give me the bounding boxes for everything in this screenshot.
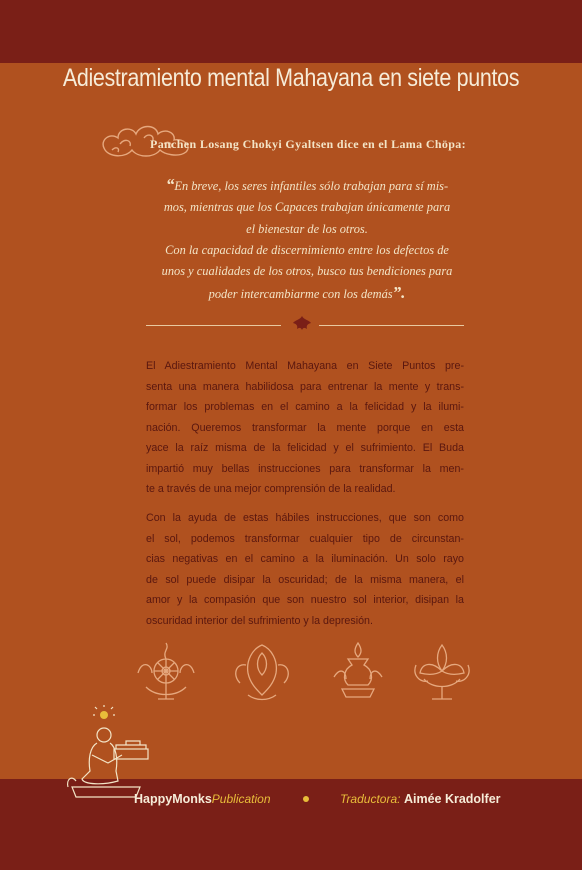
treasure-vase-icon — [334, 643, 382, 697]
translator-name: Aimée Kradolfer — [403, 792, 501, 806]
quote-line: unos y cualidades de los otros, busco tus bendiciones para — [161, 264, 453, 279]
close-quote-mark: ”. — [392, 283, 406, 303]
quote-line — [148, 174, 466, 197]
paragraph-line: senta una manera habilidosa para entrenar la mente y trans- — [146, 380, 464, 393]
leaf-divider-icon — [292, 315, 312, 331]
translator-credit — [340, 792, 501, 806]
paragraph-2 — [146, 508, 464, 631]
publisher-name — [134, 792, 271, 806]
auspicious-symbols-row — [130, 638, 470, 704]
quote-line: el bienestar de los otros. — [246, 221, 368, 236]
quote-attribution: Panchen Losang Chokyi Gyaltsen dice en el Lama Chöpa: — [150, 137, 466, 151]
paragraph-line: oscuridad interior del sufrimiento y la depresión. — [146, 614, 373, 627]
separator-dot — [303, 796, 309, 802]
paragraph-line: el sol, podemos transformar cualquier tipo de circunstan- — [146, 532, 464, 545]
paragraph-line: cias negativas en el camino a la iluminación. Un solo rayo — [146, 553, 464, 565]
paragraph-line: yace la raíz misma de la felicidad y el sufrimiento. El Buda — [146, 442, 464, 454]
divider-line-left — [146, 325, 281, 326]
quote-block — [148, 174, 466, 306]
quote-line: Con la capacidad de discernimiento entre los defectos de — [165, 242, 449, 257]
paragraph-line: El Adiestramiento Mental Mahayana en Siete Puntos pre- — [146, 360, 464, 372]
divider-line-right — [319, 325, 464, 326]
quote-line-text: poder intercambiarme con los demás — [208, 287, 393, 302]
paragraph-1 — [146, 356, 464, 500]
paragraph-line: amor y la compasión que son nuestro sol interior, disipan la — [146, 594, 464, 606]
lotus-symbol-icon — [415, 645, 469, 699]
paragraph-line: de sol puede disipar la oscuridad; de la misma manera, el — [146, 573, 464, 586]
publisher-name-italic: Publication — [211, 792, 271, 806]
paragraph-line: formar los problemas en el camino a la felicidad y la ilumi- — [146, 401, 464, 413]
translator-label: Traductora: — [340, 792, 401, 806]
quote-line: mos, mientras que los Capaces trabajan únicamente para — [163, 200, 451, 215]
page-title: Adiestramiento mental Mahayana en siete puntos — [62, 64, 520, 92]
paragraph-line: nación. Queremos transformar la mente porque en esta — [146, 421, 464, 434]
reading-monk-icon — [64, 705, 154, 799]
dharma-wheel-icon — [138, 643, 194, 699]
conch-shell-icon — [236, 645, 289, 700]
publisher-name-bold: HappyMonks — [134, 792, 212, 806]
quote-line-text: En breve, los seres infantiles sólo trabajan para sí mis- — [174, 179, 449, 193]
open-quote-mark: “ — [165, 175, 175, 194]
quote-line — [148, 282, 466, 305]
paragraph-line: Con la ayuda de estas hábiles instrucciones, que son como — [146, 512, 464, 524]
paragraph-line: te a través de una mejor comprensión de la realidad. — [146, 483, 396, 495]
paragraph-line: impartió muy bellas instrucciones para transformar la men- — [146, 462, 464, 475]
